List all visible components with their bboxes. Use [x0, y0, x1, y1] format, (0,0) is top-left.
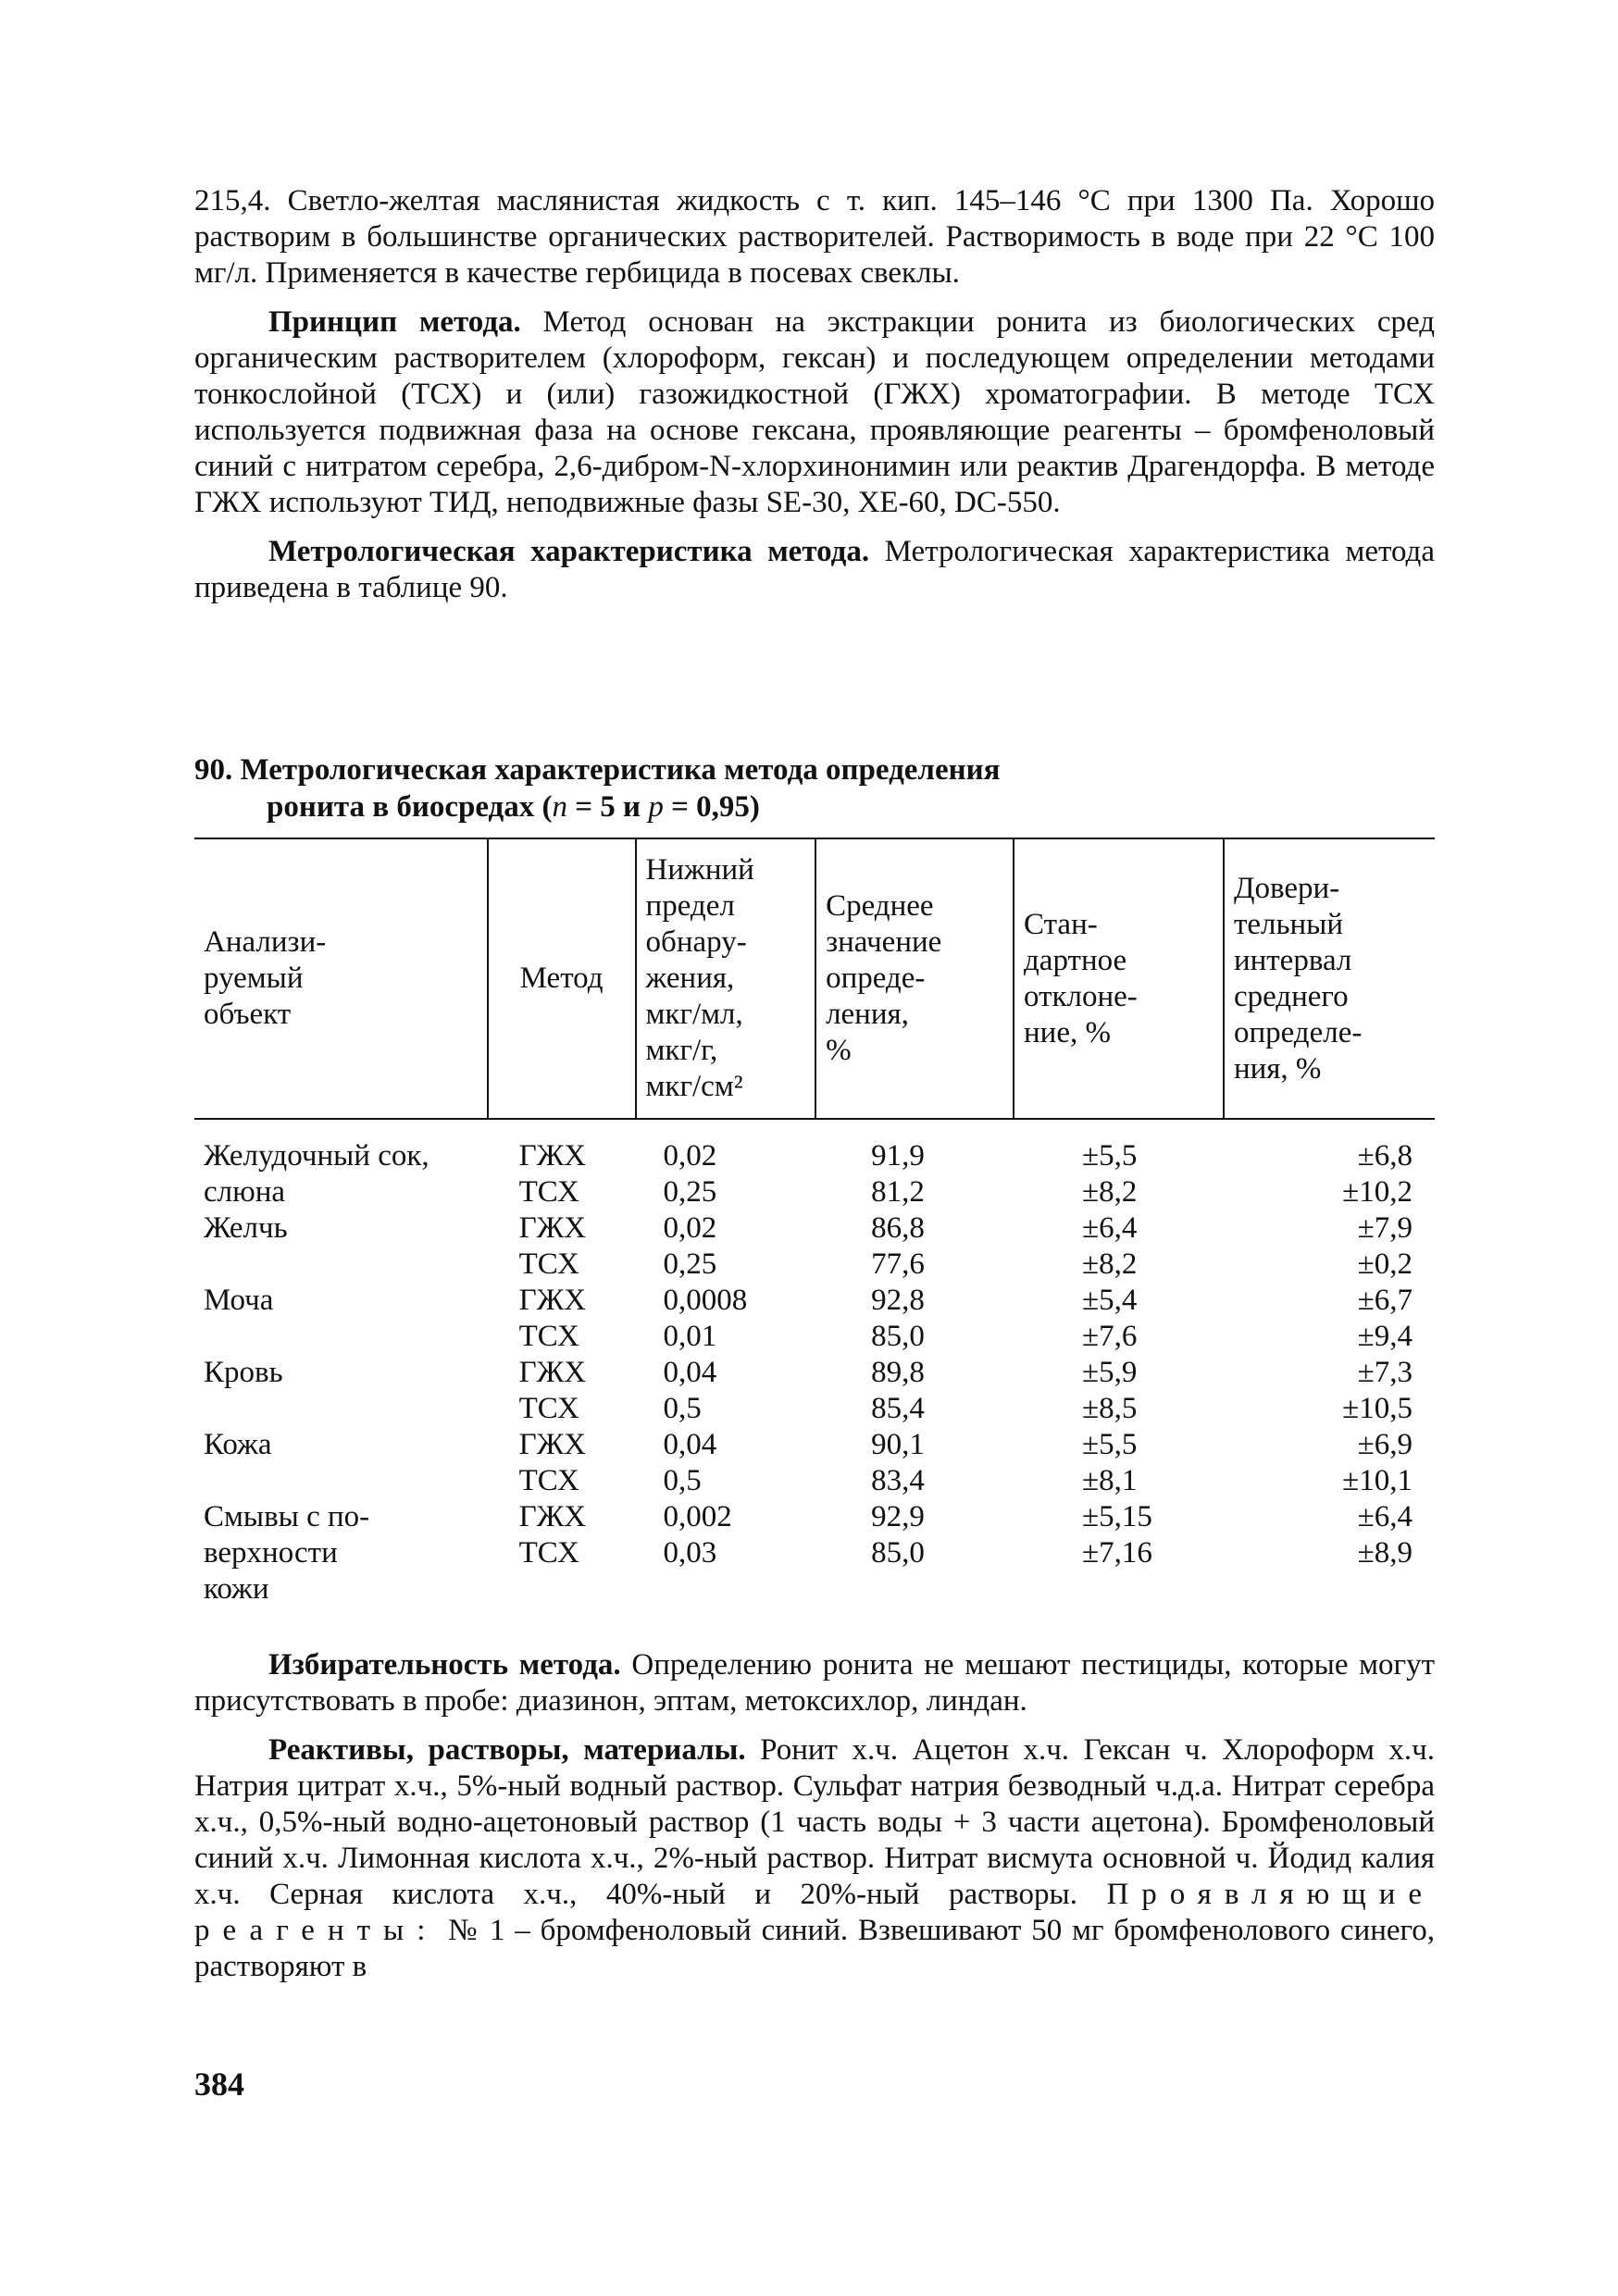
cell-method [488, 1571, 636, 1607]
paragraph-metrology [194, 534, 1435, 606]
cell-limit: 0,02 [663, 1211, 717, 1245]
cell-object [194, 1391, 488, 1427]
cell-ci: ±10,1 [1342, 1464, 1413, 1497]
cell-sd: ±8,2 [1082, 1175, 1138, 1209]
cell-limit: 0,01 [663, 1320, 717, 1353]
metrology-table-container [194, 838, 1435, 1607]
cell-limit: 0,002 [663, 1500, 732, 1533]
cell-mean: 90,1 [871, 1428, 925, 1461]
cell-sd: ±5,5 [1082, 1428, 1138, 1461]
metrology-table [194, 838, 1435, 1607]
metrology-text: Метрологическая характеристика метода приведена в таблице 90. [194, 535, 1435, 604]
heading-selectivity: Избирательность метода. [268, 1648, 621, 1682]
cell-limit: 0,25 [663, 1175, 717, 1209]
cell-ci: ±6,4 [1357, 1500, 1413, 1533]
reagents-tail: № 1 – бромфеноловый синий. Взвешивают 50 мг бромфенолового синего, растворяют в [194, 1914, 1435, 1983]
cell-method: ТСХ [518, 1247, 579, 1281]
cell-sd: ±5,9 [1082, 1356, 1138, 1389]
cell-method: ГЖХ [518, 1284, 587, 1317]
table-row [194, 1499, 1435, 1535]
cell-object [194, 1319, 488, 1355]
intro-text [194, 183, 1435, 606]
cell-method: ТСХ [518, 1464, 579, 1497]
heading-metrology: Метрологическая характеристика метода. [268, 535, 870, 568]
cell-sd: ±5,4 [1082, 1284, 1138, 1317]
cell-method: ГЖХ [518, 1428, 587, 1461]
cell-ci: ±7,3 [1357, 1356, 1413, 1389]
cell-limit: 0,04 [663, 1428, 717, 1461]
table-row [194, 1119, 1435, 1174]
cell-method: ТСХ [518, 1536, 579, 1570]
cell-ci: ±6,9 [1357, 1428, 1413, 1461]
cell-mean: 91,9 [871, 1139, 925, 1173]
cell-ci: ±7,9 [1357, 1211, 1413, 1245]
principle-text: Метод основан на экстракции ронита из биологических сред органическим растворителем (хлороформ, гексан) и последующем определении методами тонкослойной (ТСХ) и (или) газожидкостной (ГЖХ) хроматографии. В методе ТСХ используется подвижная фаза на основе гексана, проявляющие реагенты – бромфеноловый синий с нитратом серебра, 2,6-дибром-N-хлорхинонимин или реактив Драгендорфа. В методе ГЖХ используют ТИД, неподвижные фазы SE-30, ХЕ-60, DC-550. [194, 305, 1435, 519]
cell-method: ТСХ [518, 1392, 579, 1425]
cell-method: ГЖХ [518, 1356, 587, 1389]
cell-ci: ±8,9 [1357, 1536, 1413, 1570]
cell-sd: ±8,2 [1082, 1247, 1138, 1281]
cell-sd: ±8,1 [1082, 1464, 1138, 1497]
table-title-line2: ронита в биосредах (n = 5 и p = 0,95) [267, 790, 760, 824]
table-row [194, 1174, 1435, 1210]
cell-sd: ±7,6 [1082, 1320, 1138, 1353]
table-row [194, 1571, 1435, 1607]
selectivity-text: Определению ронита не мешают пестициды, которые могут присутствовать в пробе: диазинон, эптам, метоксихлор, линдан. [194, 1648, 1435, 1718]
cell-object: Кожа [204, 1428, 272, 1461]
heading-principle: Принцип метода. [268, 305, 521, 339]
cell-mean: 85,0 [871, 1320, 925, 1353]
paragraph-principle [194, 304, 1435, 521]
table-row [194, 1463, 1435, 1499]
table-body [194, 1119, 1435, 1607]
cell-mean: 86,8 [871, 1211, 925, 1245]
cell-method: ГЖХ [518, 1139, 587, 1173]
cell-limit: 0,5 [663, 1392, 702, 1425]
cell-limit: 0,0008 [663, 1284, 748, 1317]
paragraph-reagents [194, 1732, 1435, 1985]
cell-method: ГЖХ [518, 1211, 587, 1245]
table-row [194, 1319, 1435, 1355]
cell-method: ТСХ [518, 1175, 579, 1209]
developing-reagents-label: Проявляющие реагенты: [194, 1878, 1435, 1947]
cell-sd: ±8,5 [1082, 1392, 1138, 1425]
cell-object: верхности [204, 1536, 338, 1570]
cell-mean: 92,9 [871, 1500, 925, 1533]
cell-object: Смывы с по- [204, 1500, 370, 1533]
cell-mean: 89,8 [871, 1356, 925, 1389]
table-header-row [194, 838, 1435, 1119]
header-ci: Довери- тельный интервал среднего определе- ния, % [1224, 838, 1435, 1119]
page-number: 384 [194, 2066, 244, 2103]
cell-object: Желудочный сок, [204, 1139, 429, 1173]
header-mean: Среднее значение опреде- ления, % [815, 838, 1014, 1119]
cell-sd: ±5,15 [1082, 1500, 1152, 1533]
paragraph-selectivity [194, 1647, 1435, 1719]
cell-mean: 92,8 [871, 1284, 925, 1317]
table-row [194, 1427, 1435, 1463]
header-limit: Нижний предел обнару- жения, мкг/мл, мкг/г, мкг/см² [636, 838, 816, 1119]
table-row [194, 1391, 1435, 1427]
header-sd: Стан- дартное отклоне- ние, % [1014, 838, 1224, 1119]
cell-limit: 0,5 [663, 1464, 702, 1497]
cell-object [194, 1463, 488, 1499]
cell-mean: 81,2 [871, 1175, 925, 1209]
cell-object: слюна [204, 1175, 286, 1209]
table-title-line1: 90. Метрологическая характеристика метода определения [194, 753, 1001, 787]
cell-object [194, 1247, 488, 1283]
cell-object: кожи [204, 1572, 269, 1606]
cell-limit: 0,02 [663, 1139, 717, 1173]
after-table-text [194, 1647, 1435, 1985]
cell-ci: ±6,7 [1357, 1284, 1413, 1317]
cell-ci: ±9,4 [1357, 1320, 1413, 1353]
cell-ci: ±6,8 [1357, 1139, 1413, 1173]
cell-ci [1224, 1571, 1435, 1607]
table-title [194, 751, 1435, 825]
cell-method: ТСХ [518, 1320, 579, 1353]
table-row [194, 1247, 1435, 1283]
cell-ci: ±0,2 [1357, 1247, 1413, 1281]
cell-limit: 0,25 [663, 1247, 717, 1281]
cell-object: Моча [204, 1284, 274, 1317]
heading-reagents: Реактивы, растворы, материалы. [268, 1733, 746, 1767]
header-object: Анализи- руемый объект [194, 838, 488, 1119]
cell-method: ГЖХ [518, 1500, 587, 1533]
cell-object: Кровь [204, 1356, 283, 1389]
cell-limit [636, 1571, 816, 1607]
cell-ci: ±10,2 [1342, 1175, 1413, 1209]
cell-mean: 85,0 [871, 1536, 925, 1570]
cell-mean [815, 1571, 1014, 1607]
cell-object: Желчь [204, 1211, 288, 1245]
paragraph-description: 215,4. Светло-желтая маслянистая жидкость с т. кип. 145–146 °С при 1300 Па. Хорошо растворим в большинстве органических растворителей. Растворимость в воде при 22 °С 100 мг/л. Применяется в качестве гербицида в посевах свеклы. [194, 184, 1435, 290]
reagents-text: Ронит х.ч. Ацетон х.ч. Гексан ч. Хлороформ х.ч. Натрия цитрат х.ч., 5%-ный водный раствор. Сульфат натрия безводный ч.д.а. Нитрат серебра х.ч., 0,5%-ный водно-ацетоновый раствор (1 часть воды + 3 части ацетона). Бромфеноловый синий х.ч. Лимонная кислота х.ч., 2%-ный раствор. Нитрат висмута основной ч. Йодид калия х.ч. Серная кислота х.ч., 40%-ный и 20%-ный растворы. [194, 1733, 1435, 1911]
cell-mean: 77,6 [871, 1247, 925, 1281]
cell-sd: ±7,16 [1082, 1536, 1152, 1570]
cell-sd [1014, 1571, 1224, 1607]
table-row [194, 1283, 1435, 1319]
cell-mean: 85,4 [871, 1392, 925, 1425]
cell-mean: 83,4 [871, 1464, 925, 1497]
header-method: Метод [488, 838, 636, 1119]
cell-ci: ±10,5 [1342, 1392, 1413, 1425]
cell-sd: ±5,5 [1082, 1139, 1138, 1173]
cell-sd: ±6,4 [1082, 1211, 1138, 1245]
cell-limit: 0,04 [663, 1356, 717, 1389]
table-row [194, 1535, 1435, 1571]
cell-limit: 0,03 [663, 1536, 717, 1570]
table-row [194, 1355, 1435, 1391]
table-row [194, 1210, 1435, 1247]
